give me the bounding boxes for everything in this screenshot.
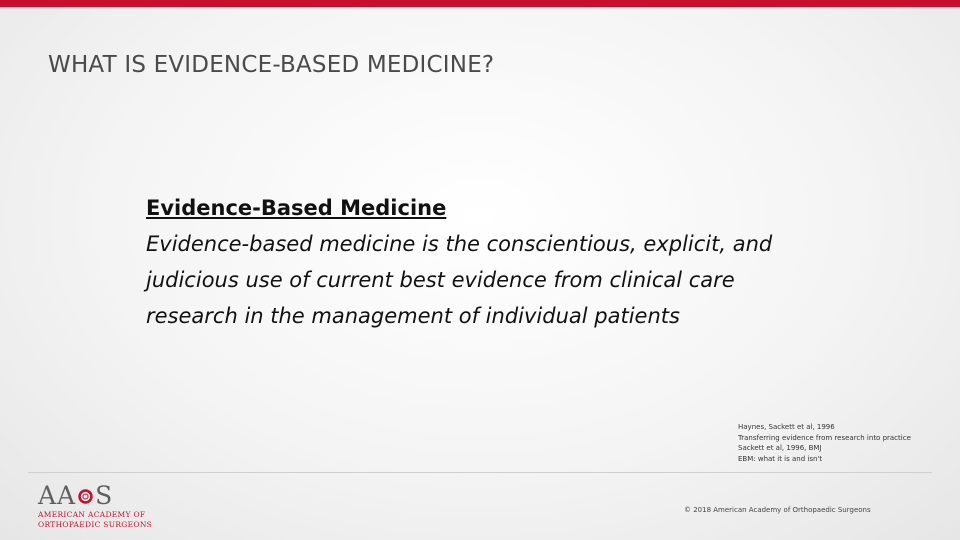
logo-line-1: AMERICAN ACADEMY OF xyxy=(38,510,146,519)
top-accent-bar xyxy=(0,0,960,7)
definition-heading: Evidence-Based Medicine xyxy=(146,196,447,220)
reference-line: Sackett et al, 1996, BMJ xyxy=(738,444,822,452)
definition-block xyxy=(146,192,846,334)
logo-line-2: ORTHOPAEDIC SURGEONS xyxy=(38,519,153,529)
aaos-logo xyxy=(38,482,158,532)
reference-line: Transferring evidence from research into practice xyxy=(738,433,911,442)
footer-divider xyxy=(28,472,932,473)
reference-line: EBM: what it is and isn't xyxy=(738,454,823,463)
slide-title: WHAT IS EVIDENCE-BASED MEDICINE? xyxy=(48,52,495,78)
logo-ring-icon xyxy=(77,488,94,505)
logo-letters: AA S xyxy=(38,481,114,510)
reference-line: Haynes, Sackett et al, 1996 xyxy=(738,423,835,431)
copyright-text: © 2018 American Academy of Orthopaedic Surgeons xyxy=(684,506,871,514)
references xyxy=(738,422,911,464)
definition-body: Evidence-based medicine is the conscientious, explicit, and judicious use of current best evidence from clinical care research in the management of individual patients xyxy=(146,232,773,328)
